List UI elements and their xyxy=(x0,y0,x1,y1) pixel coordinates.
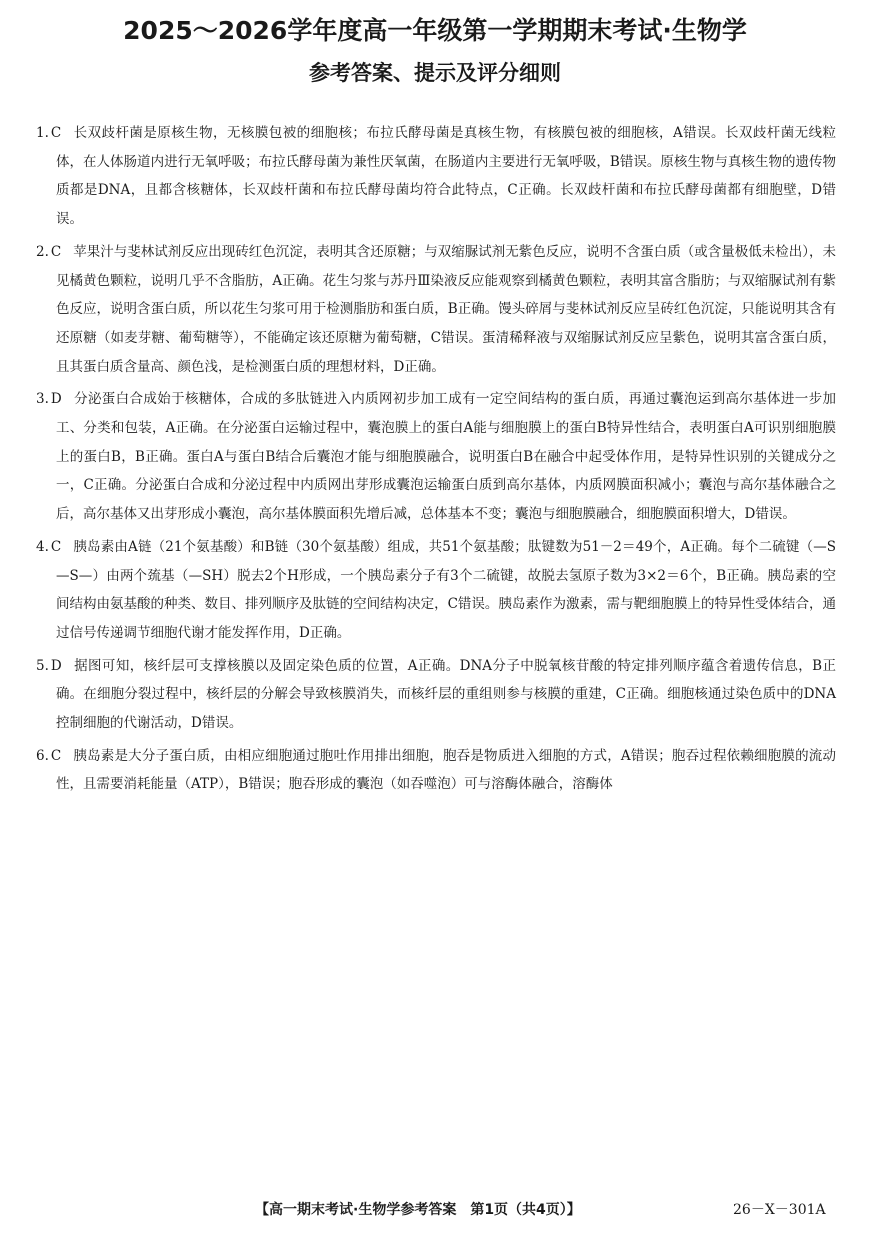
page-subtitle: 参考答案、提示及评分细则 xyxy=(309,61,561,85)
answer-item-4 xyxy=(36,533,836,648)
answer-key: C xyxy=(50,747,62,764)
footer-label: 【高一期末考试·生物学参考答案 第1页（共4页）】 xyxy=(255,1202,581,1218)
answer-item-5 xyxy=(36,652,836,738)
answer-explanation: 据图可知，核纤层可支撑核膜以及固定染色质的位置，A正确。DNA分子中脱氧核苷酸的特定排列顺序蕴含着遗传信息，B正确。在细胞分裂过程中，核纤层的分解会导致核膜消失，而核纤层的重组则参与核膜的重建，C正确。细胞核通过染色质中的DNA控制细胞的代谢活动，D错误。 xyxy=(56,657,836,732)
answer-number: 5. xyxy=(36,657,49,674)
document-code: 26－X－301A xyxy=(733,1202,826,1218)
answer-key: D xyxy=(50,657,62,674)
answer-key: C xyxy=(50,538,62,555)
answer-number: 2. xyxy=(36,243,49,260)
answer-number: 1. xyxy=(36,125,49,141)
answer-number: 3. xyxy=(36,391,49,408)
answer-explanation: 胰岛素是大分子蛋白质，由相应细胞通过胞吐作用排出细胞，胞吞是物质进入细胞的方式，A错误；胞吞过程依赖细胞膜的流动性，且需要消耗能量（ATP），B错误；胞吞形成的囊泡（如吞噬泡）可与溶酶体融合，溶酶体 xyxy=(56,747,836,793)
answer-number: 6. xyxy=(36,747,49,764)
answer-explanation: 分泌蛋白合成始于核糖体，合成的多肽链进入内质网初步加工成有一定空间结构的蛋白质，再通过囊泡运到高尔基体进一步加工、分类和包装，A正确。在分泌蛋白运输过程中，囊泡膜上的蛋白A能与细胞膜上的蛋白B特异性结合，表明蛋白A可识别细胞膜上的蛋白B，B正确。蛋白A与蛋白B结合后囊泡才能与细胞膜融合，说明蛋白B在融合中起受体作用，是特异性识别的关键成分之一，C正确。分泌蛋白合成和分泌过程中内质网出芽形成囊泡运输蛋白质到高尔基体，内质网膜面积减小；囊泡与高尔基体融合之后，高尔基体又出芽形成小囊泡，高尔基体膜面积先增后减，总体基本不变；囊泡与细胞膜融合，细胞膜面积增大，D错误。 xyxy=(56,391,836,523)
answer-key: D xyxy=(50,391,62,408)
answer-explanation: 长双歧杆菌是原核生物，无核膜包被的细胞核；布拉氏酵母菌是真核生物，有核膜包被的细胞核，A错误。长双歧杆菌无线粒体，在人体肠道内进行无氧呼吸；布拉氏酵母菌为兼性厌氧菌，在肠道内主要进行无氧呼吸，B错误。原核生物与真核生物的遗传物质都是DNA，且都含核糖体，长双歧杆菌和布拉氏酵母菌均符合此特点，C正确。长双歧杆菌和布拉氏酵母菌都有细胞壁，D错误。 xyxy=(56,125,836,228)
answer-key: C xyxy=(50,243,62,260)
answer-item-1 xyxy=(36,119,836,234)
answer-explanation: 胰岛素由A链（21个氨基酸）和B链（30个氨基酸）组成，共51个氨基酸；肽键数为51－2＝49个，A正确。每个二硫键（—S—S—）由两个巯基（—SH）脱去2个H形成，一个胰岛素分子有3个二硫键，故脱去氢原子数为3×2＝6个，B正确。胰岛素的空间结构由氨基酸的种类、数目、排列顺序及肽链的空间结构决定，C错误。胰岛素作为激素，需与靶细胞膜上的特异性受体结合，通过信号传递调节细胞代谢才能发挥作用，D正确。 xyxy=(56,538,836,641)
answer-item-6 xyxy=(36,742,836,799)
answer-key: C xyxy=(50,125,62,141)
answer-item-2 xyxy=(36,238,836,382)
page-title: 2025～2026学年度高一年级第一学期期末考试·生物学 xyxy=(123,16,747,45)
answer-explanation: 苹果汁与斐林试剂反应出现砖红色沉淀，表明其含还原糖；与双缩脲试剂无紫色反应，说明不含蛋白质（或含量极低未检出），未见橘黄色颗粒，说明几乎不含脂肪，A正确。花生匀浆与苏丹Ⅲ染液反应能观察到橘黄色颗粒，表明其富含脂肪；与双缩脲试剂有紫色反应，说明含蛋白质，所以花生匀浆可用于检测脂肪和蛋白质，B正确。馒头碎屑与斐林试剂反应呈砖红色沉淀，只能说明其含有还原糖（如麦芽糖、葡萄糖等），不能确定该还原糖为葡萄糖，C错误。蛋清稀释液与双缩脲试剂反应呈紫色，说明其富含蛋白质，且其蛋白质含量高、颜色浅，是检测蛋白质的理想材料，D正确。 xyxy=(56,243,836,375)
answer-item-3 xyxy=(36,385,836,529)
answer-list xyxy=(36,119,836,803)
answer-number: 4. xyxy=(36,538,49,555)
